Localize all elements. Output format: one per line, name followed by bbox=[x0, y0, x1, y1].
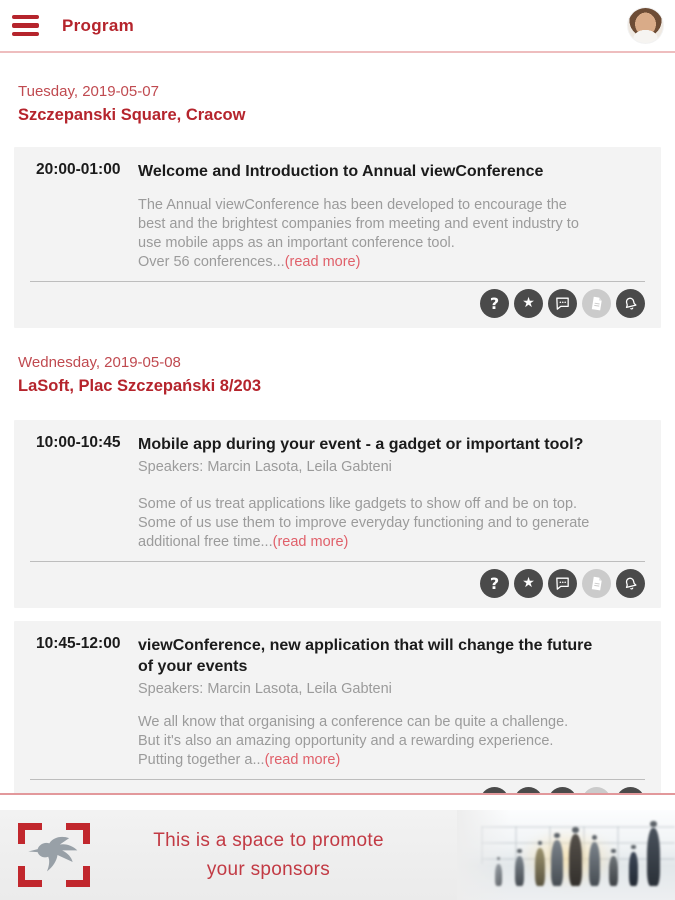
session-actions bbox=[14, 289, 661, 318]
section-location: LaSoft, Plac Szczepański 8/203 bbox=[18, 377, 262, 395]
session-actions bbox=[14, 569, 661, 598]
notes-button[interactable] bbox=[582, 289, 611, 318]
session-title: Welcome and Introduction to Annual viewConference bbox=[138, 163, 544, 180]
sponsor-logo bbox=[18, 823, 90, 887]
page-title: Program bbox=[62, 15, 135, 35]
favorite-button[interactable] bbox=[514, 569, 543, 598]
question-mark-icon: ? bbox=[489, 293, 500, 313]
bird-icon bbox=[26, 829, 82, 881]
notes-button[interactable] bbox=[582, 569, 611, 598]
session-description: We all know that organising a conference can be quite a challenge. But it's also an amazing opportunity and a rewarding experience. Putting together a...(read more) bbox=[138, 714, 569, 768]
session-title: viewConference, new application that will change the future of your events bbox=[138, 637, 593, 675]
session-title: Mobile app during your event - a gadget or important tool? bbox=[138, 436, 584, 453]
session-card[interactable] bbox=[14, 420, 661, 608]
profile-avatar[interactable] bbox=[628, 8, 663, 43]
session-description: The Annual viewConference has been developed to encourage the best and the brightest companies from meeting and event industry to use mobile apps as an important conference tool. bbox=[138, 197, 579, 251]
session-description: Some of us treat applications like gadgets to show off and be on top. Some of us use them to improve everyday functioning and to generate additional free time...(read more) bbox=[138, 496, 590, 550]
sponsor-banner[interactable] bbox=[0, 793, 675, 900]
favorite-button[interactable] bbox=[514, 289, 543, 318]
help-button[interactable] bbox=[480, 289, 509, 318]
comments-button[interactable] bbox=[548, 569, 577, 598]
document-icon bbox=[588, 575, 605, 592]
bell-icon bbox=[620, 573, 641, 594]
star-icon: ★ bbox=[522, 294, 535, 311]
session-time: 10:00-10:45 bbox=[36, 434, 121, 451]
bell-icon bbox=[620, 293, 641, 314]
session-speakers: Speakers: Marcin Lasota, Leila Gabteni bbox=[138, 681, 392, 697]
section-date: Tuesday, 2019-05-07 bbox=[18, 83, 159, 100]
question-mark-icon: ? bbox=[489, 573, 500, 593]
session-time: 20:00-01:00 bbox=[36, 161, 121, 178]
chat-bubble-icon bbox=[554, 575, 571, 592]
star-icon: ★ bbox=[522, 574, 535, 591]
day-section-header bbox=[14, 354, 661, 396]
session-description-truncated: Over 56 conferences...(read more) bbox=[138, 254, 361, 270]
hamburger-icon bbox=[12, 15, 39, 20]
notifications-button[interactable] bbox=[616, 289, 645, 318]
session-time: 10:45-12:00 bbox=[36, 635, 121, 652]
document-icon bbox=[588, 295, 605, 312]
chat-bubble-icon bbox=[554, 295, 571, 312]
read-more-link[interactable]: (read more) bbox=[284, 254, 361, 270]
sponsor-promo-text: This is a space to promote your sponsors bbox=[153, 830, 384, 880]
read-more-link[interactable]: (read more) bbox=[264, 752, 341, 768]
program-list bbox=[0, 83, 675, 826]
sponsor-photo bbox=[457, 810, 675, 900]
comments-button[interactable] bbox=[548, 289, 577, 318]
card-divider bbox=[30, 561, 645, 562]
read-more-link[interactable]: (read more) bbox=[272, 534, 349, 550]
help-button[interactable] bbox=[480, 569, 509, 598]
card-divider bbox=[30, 281, 645, 282]
session-speakers: Speakers: Marcin Lasota, Leila Gabteni bbox=[138, 459, 392, 475]
day-section-header bbox=[14, 83, 661, 125]
card-divider bbox=[30, 779, 645, 780]
notifications-button[interactable] bbox=[616, 569, 645, 598]
app-header bbox=[0, 0, 675, 53]
section-date: Wednesday, 2019-05-08 bbox=[18, 354, 181, 371]
menu-button[interactable] bbox=[12, 15, 39, 37]
session-card[interactable] bbox=[14, 147, 661, 328]
sponsor-banner-inner bbox=[0, 810, 675, 900]
section-location: Szczepanski Square, Cracow bbox=[18, 106, 246, 124]
